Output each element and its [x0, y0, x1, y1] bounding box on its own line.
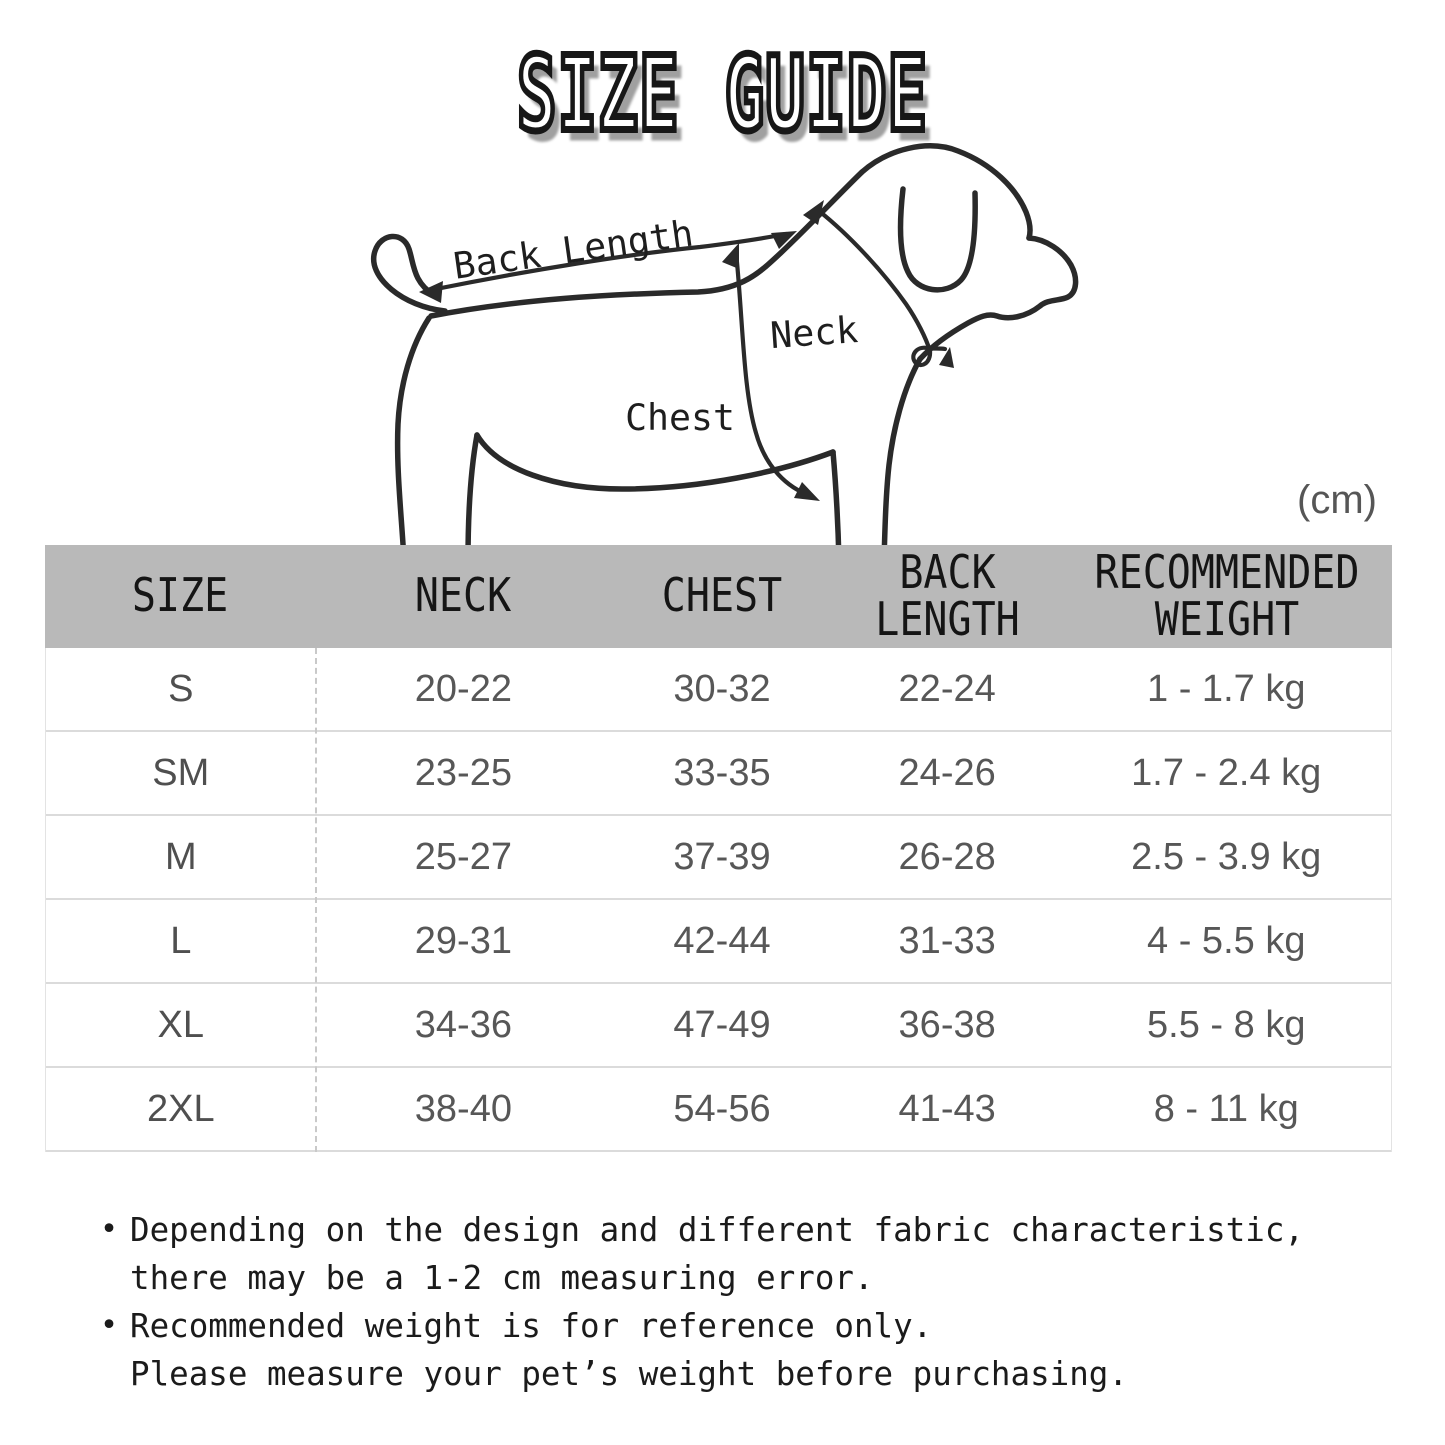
- cell-chest: 30-32: [673, 667, 771, 710]
- dog-outline: [374, 146, 1076, 561]
- cell-back-length: 41-43: [898, 1087, 996, 1130]
- header-cell-recommended-weight: RECOMMENDED WEIGHT: [1094, 545, 1360, 646]
- cell-back-length: 22-24: [898, 667, 996, 710]
- dog-tail: [374, 236, 445, 311]
- cell-weight: 4 - 5.5 kg: [1147, 919, 1306, 962]
- table-row-s: [46, 648, 1391, 732]
- note-line: Please measure your pet’s weight before purchasing.: [130, 1355, 1128, 1393]
- dog-ear: [900, 189, 975, 290]
- note-weight-reference: [98, 1302, 1398, 1398]
- table-row-l: [46, 900, 1391, 984]
- header-cell-back-length: BACK LENGTH: [875, 545, 1020, 646]
- cell-size: S: [168, 667, 194, 710]
- dog-hind-leg-inner: [468, 435, 477, 561]
- cell-chest: 47-49: [673, 1003, 771, 1046]
- cell-back-length: 31-33: [898, 919, 996, 962]
- note-line: • Recommended weight is for reference only.: [130, 1307, 933, 1345]
- size-column-dashed-divider: [315, 648, 317, 1152]
- table-row-xl: [46, 984, 1391, 1068]
- header-cell-chest: CHEST: [661, 569, 783, 623]
- chest-arrow-line: [736, 252, 806, 494]
- header-cell-neck: NECK: [414, 569, 512, 623]
- cell-back-length: 26-28: [898, 835, 996, 878]
- table-row-sm: [46, 732, 1391, 816]
- cell-weight: 5.5 - 8 kg: [1147, 1003, 1306, 1046]
- chest-label: Chest: [625, 396, 735, 439]
- back-length-label: Back Length: [450, 211, 696, 288]
- neck-label: Neck: [768, 308, 860, 358]
- note-measuring-error: [98, 1206, 1398, 1302]
- chest-arrowhead-top: [722, 243, 739, 269]
- dog-head-top: [862, 146, 1030, 238]
- dog-hind-leg-outer: [398, 318, 429, 561]
- dog-snout-mouth: [920, 238, 1076, 359]
- cell-size: 2XL: [146, 1087, 215, 1130]
- cell-size: M: [164, 835, 197, 878]
- neck-arrow-curl: [913, 348, 945, 365]
- cell-chest: 54-56: [673, 1087, 771, 1130]
- cell-weight: 1.7 - 2.4 kg: [1131, 751, 1322, 794]
- table-row-2xl: [46, 1068, 1391, 1152]
- cell-back-length: 24-26: [898, 751, 996, 794]
- cell-weight: 8 - 11 kg: [1153, 1087, 1299, 1130]
- note-line: • Depending on the design and different fabric characteristic,: [130, 1211, 1304, 1249]
- cell-chest: 33-35: [673, 751, 771, 794]
- table-row-m: [46, 816, 1391, 900]
- dog-belly: [477, 435, 833, 489]
- cell-chest: 42-44: [673, 919, 771, 962]
- neck-arrowhead-top: [803, 200, 824, 225]
- cell-neck: 20-22: [414, 667, 512, 710]
- cell-weight: 2.5 - 3.9 kg: [1131, 835, 1322, 878]
- cell-back-length: 36-38: [898, 1003, 996, 1046]
- dog-throat-front-leg: [884, 359, 920, 561]
- page-title: SIZE GUIDE: [516, 34, 929, 155]
- table-body: [45, 648, 1392, 1152]
- cell-chest: 37-39: [673, 835, 771, 878]
- chest-arrowhead-bottom: [794, 482, 820, 501]
- header-cell-size: SIZE: [131, 569, 229, 623]
- cell-neck: 29-31: [414, 919, 512, 962]
- cell-size: SM: [152, 751, 210, 794]
- cell-size: XL: [157, 1003, 205, 1046]
- unit-label: (cm): [1297, 478, 1377, 522]
- notes-list: [98, 1206, 1398, 1398]
- cell-neck: 38-40: [414, 1087, 512, 1130]
- cell-neck: 25-27: [414, 835, 512, 878]
- cell-weight: 1 - 1.7 kg: [1147, 667, 1306, 710]
- cell-neck: 23-25: [414, 751, 512, 794]
- dog-measurement-diagram: [0, 0, 1445, 562]
- cell-neck: 34-36: [414, 1003, 512, 1046]
- cell-size: L: [170, 919, 192, 962]
- table-header-row: [45, 545, 1392, 648]
- note-line: there may be a 1-2 cm measuring error.: [130, 1259, 874, 1297]
- size-table: [45, 545, 1392, 1152]
